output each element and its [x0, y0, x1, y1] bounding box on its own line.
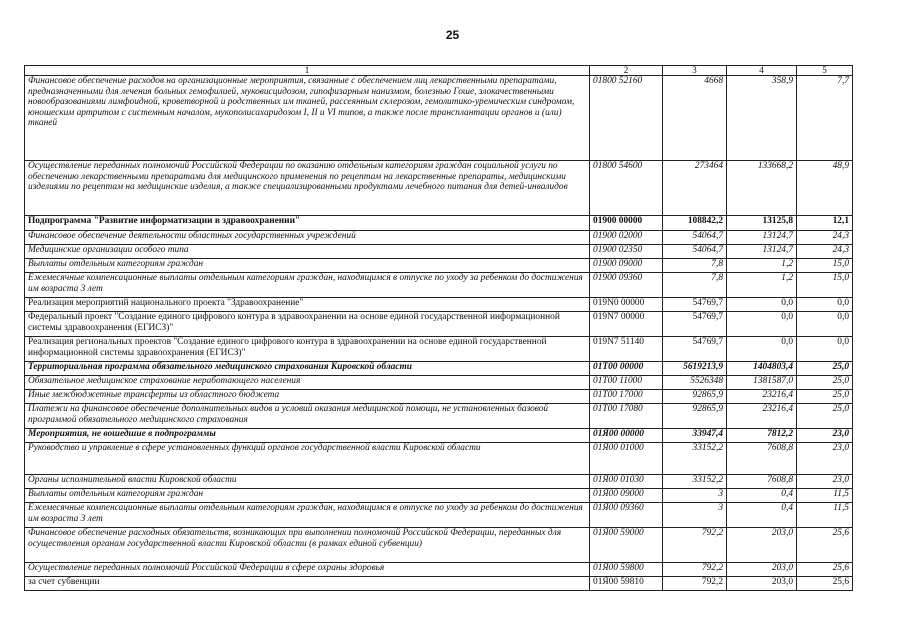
- table-row: [25, 528, 853, 563]
- row-percent-value: 12,1: [797, 216, 853, 231]
- column-header-3: 3: [663, 66, 727, 76]
- row-plan-value: 273464: [663, 161, 727, 216]
- column-header-4: 4: [727, 66, 797, 76]
- row-code: 01Я00 59810: [590, 577, 663, 591]
- row-name: Осуществление переданных полномочий Российской Федерации по оказанию отдельным категориям граждан социальной услуги по обеспечению лекарственными препаратами для медицинского применения по рецептам на лекарственные препараты, медицинскими изделиями по рецептам на медицинские изделия, а также специализированными продуктами лечебного питания для детей-инвалидов: [25, 161, 590, 216]
- row-plan-value: 792,2: [663, 577, 727, 591]
- table-row: [25, 390, 853, 404]
- table-row: [25, 429, 853, 443]
- row-fact-value: 133668,2: [727, 161, 797, 216]
- row-plan-value: 7,8: [663, 273, 727, 298]
- row-code: 01Я00 01000: [590, 443, 663, 475]
- row-percent-value: 11,5: [797, 503, 853, 528]
- row-fact-value: 0,0: [727, 337, 797, 362]
- row-fact-value: 0,4: [727, 503, 797, 528]
- row-percent-value: 25,6: [797, 528, 853, 563]
- row-code: 01900 02350: [590, 245, 663, 259]
- row-percent-value: 7,7: [797, 76, 853, 161]
- row-name: Осуществление переданных полномочий Российской Федерации в сфере охраны здоровья: [25, 563, 590, 577]
- row-percent-value: 23,0: [797, 475, 853, 489]
- row-fact-value: 1,2: [727, 273, 797, 298]
- row-fact-value: 1404803,4: [727, 362, 797, 376]
- row-percent-value: 25,0: [797, 390, 853, 404]
- row-code: 01Т00 17000: [590, 390, 663, 404]
- row-name: Подпрограмма "Развитие информатизации в здравоохранении": [25, 216, 590, 231]
- row-plan-value: 92865,9: [663, 404, 727, 429]
- table-row: [25, 503, 853, 528]
- table-header-row: [25, 66, 853, 76]
- table-row: [25, 489, 853, 503]
- column-header-1: 1: [25, 66, 590, 76]
- row-fact-value: 0,4: [727, 489, 797, 503]
- row-fact-value: 203,0: [727, 577, 797, 591]
- row-name: Мероприятия, не вошедшие в подпрограммы: [25, 429, 590, 443]
- row-plan-value: 54769,7: [663, 298, 727, 312]
- row-name: Реализация мероприятий национального проекта "Здравоохранение": [25, 298, 590, 312]
- row-percent-value: 25,0: [797, 376, 853, 390]
- row-plan-value: 5526348: [663, 376, 727, 390]
- row-code: 01900 09360: [590, 273, 663, 298]
- row-code: 01Я00 59800: [590, 563, 663, 577]
- table-row: [25, 404, 853, 429]
- row-percent-value: 24,3: [797, 245, 853, 259]
- row-fact-value: 7608,8: [727, 443, 797, 475]
- row-fact-value: 1381587,0: [727, 376, 797, 390]
- column-header-5: 5: [797, 66, 853, 76]
- row-fact-value: 23216,4: [727, 404, 797, 429]
- row-percent-value: 25,0: [797, 362, 853, 376]
- row-code: 019N7 51140: [590, 337, 663, 362]
- row-name: Финансовое обеспечение расходов на организационные мероприятия, связанные с обеспечением лиц лекарственными препаратами, предназначенными для лечения больных гемофилией, муковисцидозом, гипофизарным нанизмом, болезнью Гоше, злокачественными новообразованиями лимфоидной, кроветворной и родственных им тканей, рассеянным склерозом, гемолитико-уремическим синдромом, юношеским артритом с системным началом, мукополисахаридозом I, II и VI типов, а также после трансплантации органов и (или) тканей: [25, 76, 590, 161]
- row-name: Финансовое обеспечение деятельности областных государственных учреждений: [25, 231, 590, 245]
- row-code: 01800 54600: [590, 161, 663, 216]
- page-number: 25: [445, 28, 460, 42]
- table-row: [25, 216, 853, 231]
- row-code: 01Я00 09000: [590, 489, 663, 503]
- row-name: Иные межбюджетные трансферты из областного бюджета: [25, 390, 590, 404]
- row-percent-value: 0,0: [797, 312, 853, 337]
- row-fact-value: 23216,4: [727, 390, 797, 404]
- table-row: [25, 259, 853, 273]
- row-code: 01900 02000: [590, 231, 663, 245]
- row-percent-value: 25,6: [797, 577, 853, 591]
- row-fact-value: 203,0: [727, 528, 797, 563]
- table-row: [25, 273, 853, 298]
- row-percent-value: 11,5: [797, 489, 853, 503]
- row-percent-value: 48,9: [797, 161, 853, 216]
- row-fact-value: 203,0: [727, 563, 797, 577]
- table-row: [25, 577, 853, 591]
- row-name: Выплаты отдельным категориям граждан: [25, 259, 590, 273]
- row-percent-value: 25,6: [797, 563, 853, 577]
- table-row: [25, 337, 853, 362]
- row-code: 01800 52160: [590, 76, 663, 161]
- row-name: Ежемесячные компенсационные выплаты отдельным категориям граждан, находящимся в отпуске по уходу за ребенком до достижения им возраста 3 лет: [25, 273, 590, 298]
- row-percent-value: 24,3: [797, 231, 853, 245]
- table-row: [25, 161, 853, 216]
- row-name: Обязательное медицинское страхование неработающего населения: [25, 376, 590, 390]
- row-plan-value: 33152,2: [663, 475, 727, 489]
- row-plan-value: 54769,7: [663, 337, 727, 362]
- row-name: Территориальная программа обязательного медицинского страхования Кировской области: [25, 362, 590, 376]
- row-name: Органы исполнительной власти Кировской области: [25, 475, 590, 489]
- row-plan-value: 54064,7: [663, 245, 727, 259]
- row-name: за счет субвенции: [25, 577, 590, 591]
- row-name: Выплаты отдельным категориям граждан: [25, 489, 590, 503]
- row-percent-value: 0,0: [797, 298, 853, 312]
- row-code: 019N7 00000: [590, 312, 663, 337]
- row-name: Медицинские организации особого типа: [25, 245, 590, 259]
- column-header-2: 2: [590, 66, 663, 76]
- row-code: 01Я00 01030: [590, 475, 663, 489]
- table-row: [25, 312, 853, 337]
- row-fact-value: 13125,8: [727, 216, 797, 231]
- row-percent-value: 23,0: [797, 443, 853, 475]
- row-code: 01900 00000: [590, 216, 663, 231]
- row-plan-value: 33152,2: [663, 443, 727, 475]
- row-name: Ежемесячные компенсационные выплаты отдельным категориям граждан, находящимся в отпуске по уходу за ребенком до достижения им возраста 3 лет: [25, 503, 590, 528]
- row-name: Руководство и управление в сфере установленных функций органов государственной власти Кировской области: [25, 443, 590, 475]
- row-code: 01Я00 09360: [590, 503, 663, 528]
- row-plan-value: 92865,9: [663, 390, 727, 404]
- row-code: 01900 09000: [590, 259, 663, 273]
- row-name: Платежи на финансовое обеспечение дополнительных видов и условий оказания медицинской помощи, не установленных базовой программой обязательного медицинского страхования: [25, 404, 590, 429]
- row-fact-value: 13124,7: [727, 231, 797, 245]
- row-plan-value: 7,8: [663, 259, 727, 273]
- row-plan-value: 792,2: [663, 528, 727, 563]
- row-plan-value: 54064,7: [663, 231, 727, 245]
- table-row: [25, 443, 853, 475]
- row-plan-value: 3: [663, 489, 727, 503]
- row-plan-value: 5619213,9: [663, 362, 727, 376]
- row-fact-value: 7608,8: [727, 475, 797, 489]
- row-plan-value: 54769,7: [663, 312, 727, 337]
- row-fact-value: 1,2: [727, 259, 797, 273]
- table-row: [25, 362, 853, 376]
- row-code: 01Т00 00000: [590, 362, 663, 376]
- table-row: [25, 231, 853, 245]
- row-percent-value: 25,0: [797, 404, 853, 429]
- row-code: 01Т00 17080: [590, 404, 663, 429]
- row-code: 01Я00 59000: [590, 528, 663, 563]
- table-row: [25, 245, 853, 259]
- budget-table-body: [25, 66, 853, 591]
- row-percent-value: 15,0: [797, 273, 853, 298]
- row-code: 01Я00 00000: [590, 429, 663, 443]
- row-name: Финансовое обеспечение расходных обязательств, возникающих при выполнении полномочий Российской Федерации, переданных для осуществления органам государственной власти Кировской области (в рамках единой субвенции): [25, 528, 590, 563]
- row-plan-value: 3: [663, 503, 727, 528]
- row-code: 01Т00 11000: [590, 376, 663, 390]
- row-fact-value: 358,9: [727, 76, 797, 161]
- row-percent-value: 15,0: [797, 259, 853, 273]
- row-fact-value: 0,0: [727, 298, 797, 312]
- row-plan-value: 792,2: [663, 563, 727, 577]
- row-plan-value: 33947,4: [663, 429, 727, 443]
- row-fact-value: 0,0: [727, 312, 797, 337]
- table-row: [25, 76, 853, 161]
- row-fact-value: 7812,2: [727, 429, 797, 443]
- table-row: [25, 475, 853, 489]
- table-row: [25, 563, 853, 577]
- budget-table: [24, 65, 853, 591]
- row-percent-value: 0,0: [797, 337, 853, 362]
- row-fact-value: 13124,7: [727, 245, 797, 259]
- row-plan-value: 4668: [663, 76, 727, 161]
- table-row: [25, 298, 853, 312]
- row-plan-value: 108842,2: [663, 216, 727, 231]
- row-name: Реализация региональных проектов "Создание единого цифрового контура в здравоохранении на основе единой государственной информационной системы здравоохранения (ЕГИСЗ)": [25, 337, 590, 362]
- table-row: [25, 376, 853, 390]
- row-name: Федеральный проект "Создание единого цифрового контура в здравоохранении на основе единой государственной информационной системы здравоохранения (ЕГИСЗ)": [25, 312, 590, 337]
- row-percent-value: 23,0: [797, 429, 853, 443]
- row-code: 019N0 00000: [590, 298, 663, 312]
